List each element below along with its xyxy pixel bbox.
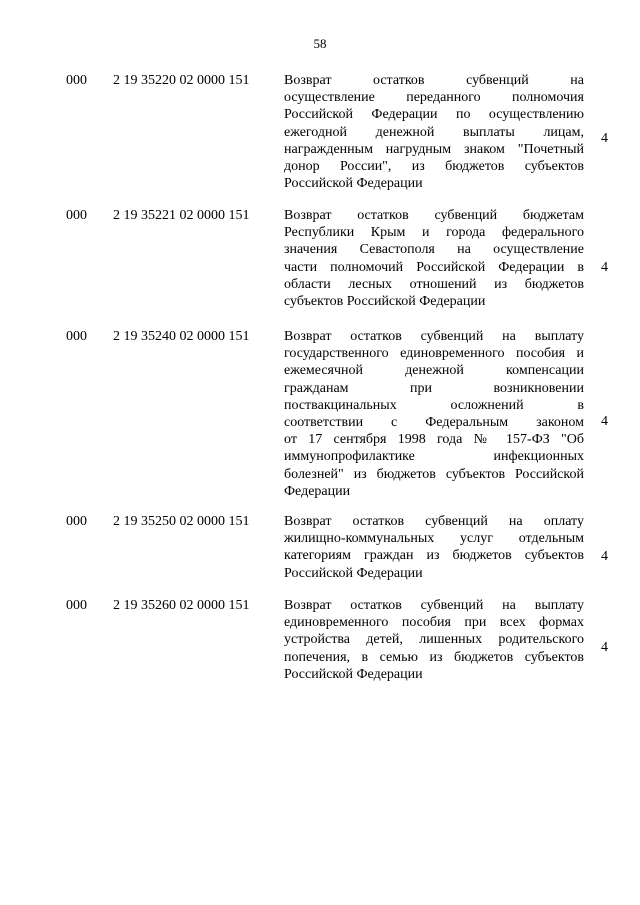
norm-value: 4 [601, 640, 608, 655]
income-code: 2 19 35221 02 0000 151 [113, 208, 250, 223]
income-name [284, 328, 584, 500]
name-line: Федерации [284, 483, 351, 499]
income-code: 2 19 35240 02 0000 151 [113, 329, 250, 344]
admin-code: 000 [66, 73, 87, 88]
norm-value: 4 [601, 549, 608, 564]
name-line: значения Севастополя на осуществление [284, 242, 584, 258]
norm-value: 4 [601, 260, 608, 275]
name-line: иммунопрофилактике инфекционных [284, 449, 584, 465]
admin-code: 000 [66, 208, 87, 223]
norm-value: 4 [601, 414, 608, 429]
name-line: единовременного пособия при всех формах [284, 615, 584, 631]
name-line: поствакцинальных осложнений в [284, 397, 584, 413]
name-line: ежегодной денежной выплаты лицам, [284, 124, 584, 140]
name-line: Российской Федерации по осуществлению [284, 107, 584, 123]
income-name [284, 207, 584, 310]
name-line: жилищно-коммунальных услуг отдельным [284, 531, 584, 547]
name-line: от 17 сентября 1998 года № 157-ФЗ "Об [284, 432, 584, 448]
income-code: 2 19 35260 02 0000 151 [113, 598, 250, 613]
name-line: осуществление переданного полномочия [284, 90, 584, 106]
name-line: категориям граждан из бюджетов субъектов [284, 548, 584, 564]
income-name [284, 597, 584, 683]
name-line: болезней" из бюджетов субъектов Российской [284, 466, 584, 482]
name-line: награжденным нагрудным знаком "Почетный [284, 141, 584, 157]
name-line: донор России", из бюджетов субъектов [284, 159, 584, 175]
name-line: устройства детей, лишенных родительского [284, 632, 584, 648]
name-line: Возврат остатков субвенций на выплату [284, 598, 584, 613]
name-line: соответствии с Федеральным законом [284, 415, 584, 431]
income-name [284, 513, 584, 582]
name-line: Возврат остатков субвенций на [284, 73, 584, 88]
name-line: Российской Федерации [284, 565, 423, 581]
income-name [284, 72, 584, 192]
income-code: 2 19 35220 02 0000 151 [113, 73, 250, 88]
name-line: области лесных отношений из бюджетов [284, 276, 584, 292]
name-line: части полномочий Российской Федерации в [284, 259, 584, 275]
name-line: Возврат остатков субвенций на выплату [284, 329, 584, 344]
name-line: Возврат остатков субвенций бюджетам [284, 208, 584, 223]
name-line: гражданам при возникновении [284, 380, 584, 396]
admin-code: 000 [66, 329, 87, 344]
admin-code: 000 [66, 514, 87, 529]
name-line: государственного единовременного пособия и [284, 346, 584, 362]
name-line: субъектов Российской Федерации [284, 294, 486, 310]
page-number: 58 [313, 36, 327, 51]
income-code: 2 19 35250 02 0000 151 [113, 514, 250, 529]
name-line: Республики Крым и города федерального [284, 225, 584, 241]
name-line: Российской Федерации [284, 176, 423, 192]
name-line: попечения, в семью из бюджетов субъектов [284, 649, 584, 665]
admin-code: 000 [66, 598, 87, 613]
name-line: Возврат остатков субвенций на оплату [284, 514, 584, 529]
name-line: Российской Федерации [284, 666, 423, 682]
norm-value: 4 [601, 131, 608, 146]
name-line: ежемесячной денежной компенсации [284, 363, 584, 379]
